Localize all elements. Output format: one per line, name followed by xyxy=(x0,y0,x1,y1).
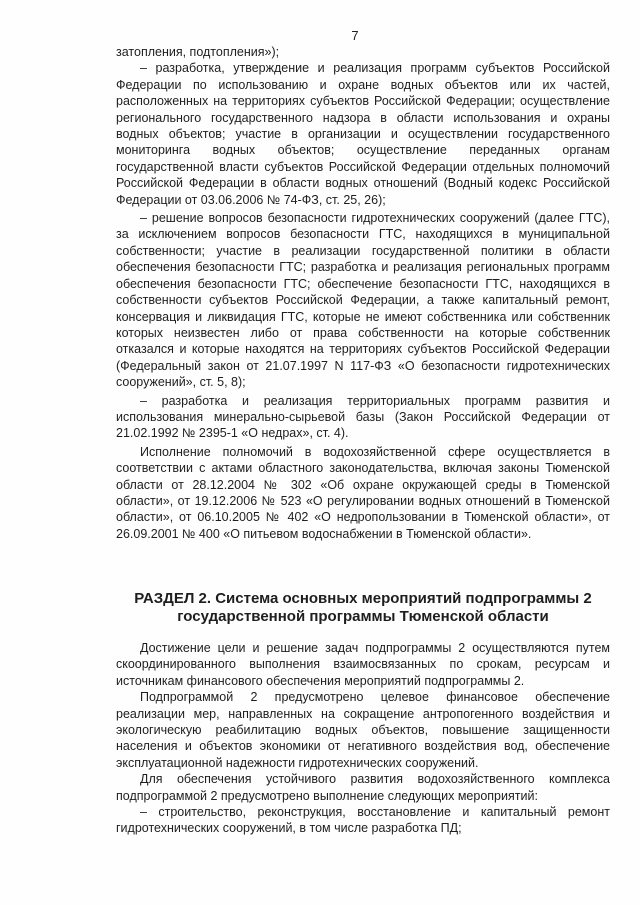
paragraph: Исполнение полномочий в водохозяйственной сфере осуществляется в соответствии с актами областного законодательства, включая законы Тюменской области от 28.12.2004 № 302 «Об охране окружающей среды в Тюменской области», от 19.12.2006 № 523 «О регулировании водных отношений в Тюменской области», от 06.10.2005 № 402 «О недропользовании в Тюменской области», от 26.09.2001 № 400 «О питьевом водоснабжении в Тюменской области». xyxy=(116,444,610,541)
paragraph: Для обеспечения устойчивого развития водохозяйственного комплекса подпрограммой 2 предусмотрено выполнение следующих мероприятий: xyxy=(116,772,610,803)
page-number: 7 xyxy=(351,28,359,43)
section-title: РАЗДЕЛ 2. Система основных мероприятий подпрограммы 2 государственной программы Тюменской области xyxy=(134,590,592,625)
paragraph: Подпрограммой 2 предусмотрено целевое финансовое обеспечение реализации мер, направленных на сокращение антропогенного воздействия и экологическую реабилитацию водных объектов, повышение защищенности населения и объектов экономики от негативного воздействия вод, обеспечение эксплуатационной надежности гидротехнических сооружений. xyxy=(116,690,610,770)
paragraph: – разработка, утверждение и реализация программ субъектов Российской Федерации по использованию и охране водных объектов или их частей, расположенных на территориях субъектов Российской Федерации; осуществление регионального государственного надзора в области использования и охраны водных объектов; участие в организации и осуществлении государственного мониторинга водных объектов; осуществление переданных органам государственной власти субъектов Российской Федерации отдельных полномочий Российской Федерации в области водных отношений (Водный кодекс Российской Федерации от 03.06.2006 № 74-ФЗ, ст. 25, 26); xyxy=(116,61,610,207)
paragraph: – решение вопросов безопасности гидротехнических сооружений (далее ГТС), за исключением вопросов безопасности ГТС, находящихся в муниципальной собственности; участие в реализации государственной политики в области обеспечения безопасности ГТС; разработка и реализация региональных программ обеспечения безопасности ГТС; обеспечение безопасности ГТС, находящихся в собственности субъектов Российской Федерации, а также капитальный ремонт, консервация и ликвидация ГТС, которые не имеют собственника или собственник которых неизвестен либо от права собственности на которые собственник отказался и которые находятся на территориях субъектов Российской Федерации (Федеральный закон от 21.07.1997 N 117-ФЗ «О безопасности гидротехнических сооружений», ст. 5, 8); xyxy=(116,211,610,390)
paragraph: затопления, подтопления»); xyxy=(116,45,280,59)
paragraph: Достижение цели и решение задач подпрограммы 2 осуществляются путем скоординированного выполнения взаимосвязанных по срокам, ресурсам и источникам финансового обеспечения мероприятий подпрограммы 2. xyxy=(116,641,610,688)
paragraph: – разработка и реализация территориальных программ развития и использования минерально-сырьевой базы (Закон Российской Федерации от 21.02.1992 № 2395-1 «О недрах», ст. 4). xyxy=(116,393,610,441)
paragraph: – строительство, реконструкция, восстановление и капитальный ремонт гидротехнических сооружений, в том числе разработка ПД; xyxy=(116,805,610,836)
body-text-top xyxy=(116,44,610,542)
body-text-bottom xyxy=(116,640,610,837)
